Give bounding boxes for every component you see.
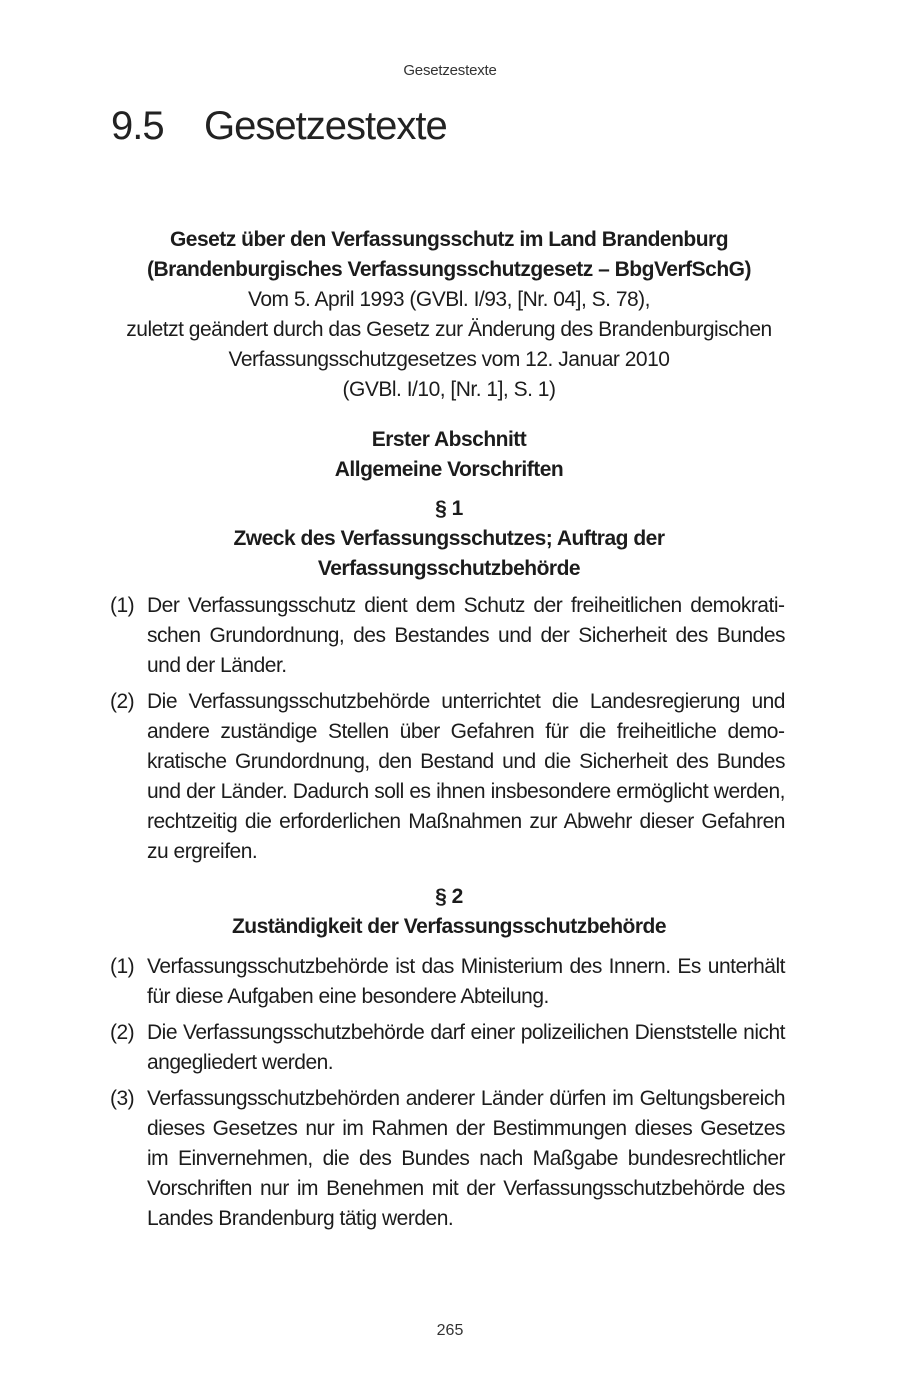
law-title-line-1: Gesetz über den Verfassungsschutz im Land Brandenburg: [169, 228, 729, 251]
section-1-paragraph-1: [110, 591, 785, 681]
law-amended-line-1: zuletzt geändert durch das Gesetz zur Änderung des Brandenburgischen: [126, 318, 772, 341]
law-title-block: [100, 225, 798, 405]
section-2-paragraphs: [110, 952, 785, 1240]
section-1-heading: [100, 494, 798, 584]
section-2-heading: [100, 882, 798, 942]
page-number: 265: [436, 1322, 464, 1339]
paragraph-number: (1): [110, 955, 135, 978]
part-label: Erster Abschnitt: [371, 428, 527, 451]
paragraph-text: Verfassungsschutzbehörden anderer Länder dürfen im Geltungsbereich dieses Gesetzes nur im Rahmen der Bestimmungen dieses Gesetzes im Einvernehmen, die des Bundes nach Maßgabe bundesrechtlicher Vorschriften nur im Benehmen mit der Verfassungsschutzbehörde des Landes Brandenburg tätig werden.: [147, 1087, 785, 1230]
paragraph-number: (2): [110, 1021, 135, 1044]
paragraph-text: Die Verfassungsschutzbehörde unterrichtet die Landesregierung und andere zuständige Stellen über Gefahren für die freiheitliche demokratische Grundordnung, den Bestand und die Sicherheit des Bundes und der Länder. Dadurch soll es ihnen insbesondere ermöglicht werden, rechtzeitig die erforderlichen Maßnahmen zur Abwehr dieser Gefahren zu ergreifen.: [147, 690, 785, 863]
section-2-title: Zuständigkeit der Verfassungsschutzbehörde: [231, 915, 667, 938]
chapter-title: Gesetzestexte: [204, 104, 447, 148]
paragraph-text: Der Verfassungsschutz dient dem Schutz der freiheitlichen demokratischen Grundordnung, des Bestandes und der Sicherheit des Bundes und der Länder.: [147, 594, 785, 677]
section-1-symbol: § 1: [435, 497, 463, 520]
section-1-title-line-2: Verfassungsschutzbehörde: [317, 557, 581, 580]
section-2-paragraph-1: [110, 952, 785, 1012]
law-amended-line-2: Verfassungsschutzgesetzes vom 12. Januar 2010: [228, 348, 670, 371]
paragraph-text: Die Verfassungsschutzbehörde darf einer polizeilichen Dienststelle nicht angegliedert werden.: [147, 1021, 785, 1074]
chapter-number: 9.5: [111, 104, 164, 148]
running-head: Gesetzestexte: [403, 62, 497, 79]
law-date-line: Vom 5. April 1993 (GVBl. I/93, [Nr. 04], S. 78),: [247, 288, 651, 311]
paragraph-number: (2): [110, 690, 135, 713]
law-amended-line-3: (GVBl. I/10, [Nr. 1], S. 1): [342, 378, 556, 401]
paragraph-number: (1): [110, 594, 135, 617]
section-2-symbol: § 2: [435, 885, 463, 908]
section-2-paragraph-2: [110, 1018, 785, 1078]
section-1-paragraph-2: [110, 687, 785, 867]
part-title: Allgemeine Vorschriften: [334, 458, 564, 481]
law-title-line-2: (Brandenburgisches Verfassungsschutzgesetz – BbgVerfSchG): [146, 258, 751, 281]
paragraph-text: Verfassungsschutzbehörde ist das Ministerium des Innern. Es unterhält für diese Aufgaben eine besondere Abteilung.: [147, 955, 785, 1008]
part-heading: [100, 425, 798, 485]
section-1-title-line-1: Zweck des Verfassungsschutzes; Auftrag der: [233, 527, 665, 550]
section-2-paragraph-3: [110, 1084, 785, 1234]
section-1-paragraphs: [110, 591, 785, 873]
paragraph-number: (3): [110, 1087, 135, 1110]
chapter-heading: [111, 104, 447, 149]
